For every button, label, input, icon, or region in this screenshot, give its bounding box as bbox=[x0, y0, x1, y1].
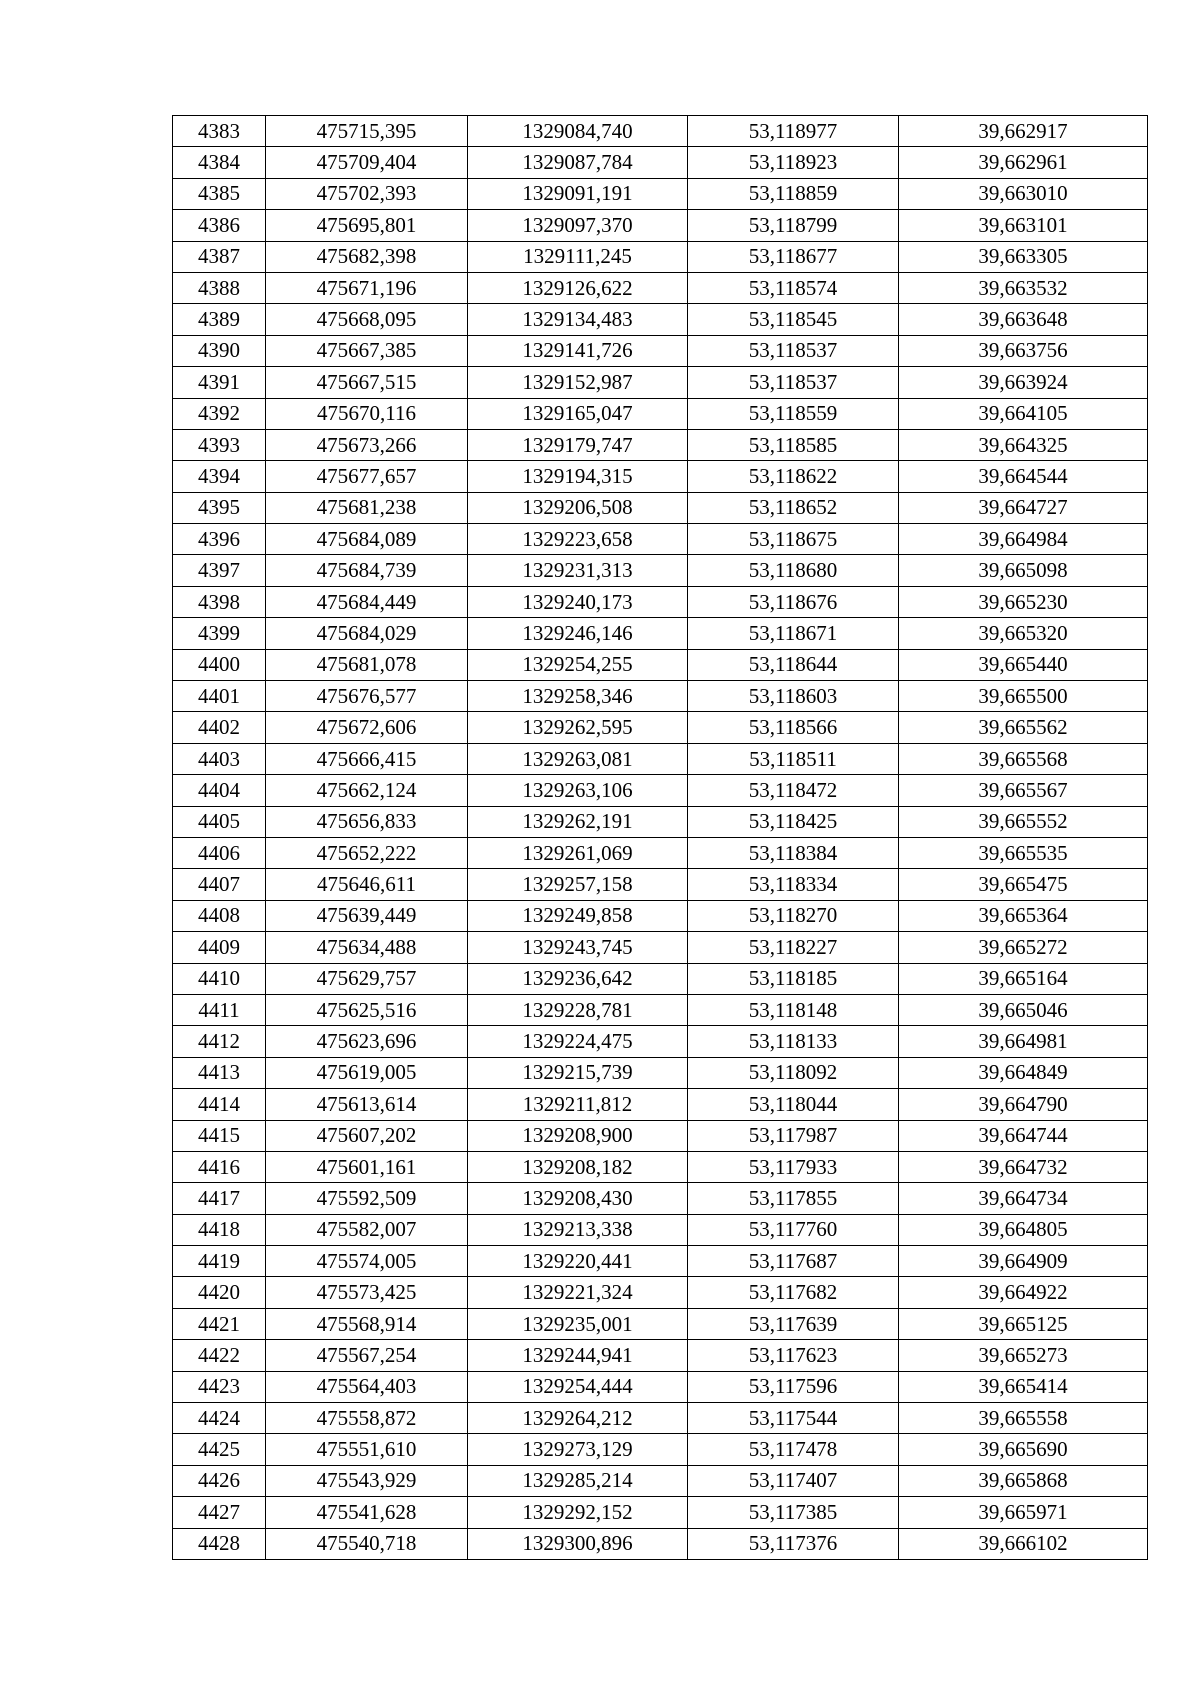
point-number-cell: 4396 bbox=[173, 524, 266, 555]
table-row bbox=[173, 1528, 1148, 1559]
longitude-cell: 39,663532 bbox=[899, 272, 1148, 303]
latitude-cell: 53,118425 bbox=[688, 806, 899, 837]
table-row bbox=[173, 116, 1148, 147]
point-number-cell: 4403 bbox=[173, 743, 266, 774]
table-row bbox=[173, 743, 1148, 774]
table-row bbox=[173, 994, 1148, 1025]
longitude-cell: 39,662917 bbox=[899, 116, 1148, 147]
point-number-cell: 4393 bbox=[173, 429, 266, 460]
point-number-cell: 4426 bbox=[173, 1465, 266, 1496]
longitude-cell: 39,665971 bbox=[899, 1497, 1148, 1528]
latitude-cell: 53,118574 bbox=[688, 272, 899, 303]
point-number-cell: 4398 bbox=[173, 586, 266, 617]
point-number-cell: 4392 bbox=[173, 398, 266, 429]
y-coordinate-cell: 1329254,255 bbox=[468, 649, 688, 680]
latitude-cell: 53,118334 bbox=[688, 869, 899, 900]
y-coordinate-cell: 1329258,346 bbox=[468, 681, 688, 712]
longitude-cell: 39,665273 bbox=[899, 1340, 1148, 1371]
longitude-cell: 39,664544 bbox=[899, 461, 1148, 492]
y-coordinate-cell: 1329231,313 bbox=[468, 555, 688, 586]
longitude-cell: 39,664732 bbox=[899, 1151, 1148, 1182]
point-number-cell: 4397 bbox=[173, 555, 266, 586]
point-number-cell: 4395 bbox=[173, 492, 266, 523]
latitude-cell: 53,117544 bbox=[688, 1403, 899, 1434]
point-number-cell: 4406 bbox=[173, 837, 266, 868]
table-row bbox=[173, 335, 1148, 366]
x-coordinate-cell: 475613,614 bbox=[266, 1089, 468, 1120]
point-number-cell: 4383 bbox=[173, 116, 266, 147]
point-number-cell: 4425 bbox=[173, 1434, 266, 1465]
y-coordinate-cell: 1329213,338 bbox=[468, 1214, 688, 1245]
longitude-cell: 39,665568 bbox=[899, 743, 1148, 774]
table-row bbox=[173, 681, 1148, 712]
longitude-cell: 39,664790 bbox=[899, 1089, 1148, 1120]
latitude-cell: 53,117855 bbox=[688, 1183, 899, 1214]
y-coordinate-cell: 1329285,214 bbox=[468, 1465, 688, 1496]
point-number-cell: 4402 bbox=[173, 712, 266, 743]
latitude-cell: 53,118675 bbox=[688, 524, 899, 555]
point-number-cell: 4399 bbox=[173, 618, 266, 649]
y-coordinate-cell: 1329243,745 bbox=[468, 932, 688, 963]
table-row bbox=[173, 1151, 1148, 1182]
longitude-cell: 39,666102 bbox=[899, 1528, 1148, 1559]
y-coordinate-cell: 1329084,740 bbox=[468, 116, 688, 147]
point-number-cell: 4414 bbox=[173, 1089, 266, 1120]
table-row bbox=[173, 429, 1148, 460]
point-number-cell: 4384 bbox=[173, 147, 266, 178]
x-coordinate-cell: 475543,929 bbox=[266, 1465, 468, 1496]
x-coordinate-cell: 475682,398 bbox=[266, 241, 468, 272]
table-row bbox=[173, 1465, 1148, 1496]
latitude-cell: 53,117687 bbox=[688, 1246, 899, 1277]
table-row bbox=[173, 712, 1148, 743]
y-coordinate-cell: 1329249,858 bbox=[468, 900, 688, 931]
longitude-cell: 39,664984 bbox=[899, 524, 1148, 555]
latitude-cell: 53,118671 bbox=[688, 618, 899, 649]
table-row bbox=[173, 649, 1148, 680]
y-coordinate-cell: 1329263,106 bbox=[468, 775, 688, 806]
table-row bbox=[173, 555, 1148, 586]
longitude-cell: 39,663756 bbox=[899, 335, 1148, 366]
longitude-cell: 39,663924 bbox=[899, 367, 1148, 398]
point-number-cell: 4421 bbox=[173, 1308, 266, 1339]
x-coordinate-cell: 475601,161 bbox=[266, 1151, 468, 1182]
y-coordinate-cell: 1329235,001 bbox=[468, 1308, 688, 1339]
x-coordinate-cell: 475684,089 bbox=[266, 524, 468, 555]
y-coordinate-cell: 1329244,941 bbox=[468, 1340, 688, 1371]
x-coordinate-cell: 475574,005 bbox=[266, 1246, 468, 1277]
table-row bbox=[173, 1120, 1148, 1151]
longitude-cell: 39,664805 bbox=[899, 1214, 1148, 1245]
x-coordinate-cell: 475541,628 bbox=[266, 1497, 468, 1528]
y-coordinate-cell: 1329152,987 bbox=[468, 367, 688, 398]
y-coordinate-cell: 1329179,747 bbox=[468, 429, 688, 460]
longitude-cell: 39,665414 bbox=[899, 1371, 1148, 1402]
table-row bbox=[173, 837, 1148, 868]
point-number-cell: 4416 bbox=[173, 1151, 266, 1182]
latitude-cell: 53,118148 bbox=[688, 994, 899, 1025]
table-row bbox=[173, 147, 1148, 178]
x-coordinate-cell: 475709,404 bbox=[266, 147, 468, 178]
point-number-cell: 4422 bbox=[173, 1340, 266, 1371]
table-row bbox=[173, 1434, 1148, 1465]
y-coordinate-cell: 1329262,191 bbox=[468, 806, 688, 837]
y-coordinate-cell: 1329223,658 bbox=[468, 524, 688, 555]
table-row bbox=[173, 210, 1148, 241]
point-number-cell: 4412 bbox=[173, 1026, 266, 1057]
table-row bbox=[173, 367, 1148, 398]
latitude-cell: 53,118511 bbox=[688, 743, 899, 774]
y-coordinate-cell: 1329261,069 bbox=[468, 837, 688, 868]
longitude-cell: 39,665567 bbox=[899, 775, 1148, 806]
y-coordinate-cell: 1329220,441 bbox=[468, 1246, 688, 1277]
y-coordinate-cell: 1329273,129 bbox=[468, 1434, 688, 1465]
x-coordinate-cell: 475639,449 bbox=[266, 900, 468, 931]
latitude-cell: 53,118270 bbox=[688, 900, 899, 931]
coordinates-table bbox=[172, 115, 1148, 1560]
point-number-cell: 4418 bbox=[173, 1214, 266, 1245]
y-coordinate-cell: 1329126,622 bbox=[468, 272, 688, 303]
latitude-cell: 53,118676 bbox=[688, 586, 899, 617]
x-coordinate-cell: 475646,611 bbox=[266, 869, 468, 900]
x-coordinate-cell: 475629,757 bbox=[266, 963, 468, 994]
longitude-cell: 39,663305 bbox=[899, 241, 1148, 272]
y-coordinate-cell: 1329263,081 bbox=[468, 743, 688, 774]
table-row bbox=[173, 618, 1148, 649]
point-number-cell: 4404 bbox=[173, 775, 266, 806]
x-coordinate-cell: 475540,718 bbox=[266, 1528, 468, 1559]
x-coordinate-cell: 475619,005 bbox=[266, 1057, 468, 1088]
point-number-cell: 4410 bbox=[173, 963, 266, 994]
point-number-cell: 4394 bbox=[173, 461, 266, 492]
latitude-cell: 53,118472 bbox=[688, 775, 899, 806]
table-row bbox=[173, 1183, 1148, 1214]
point-number-cell: 4415 bbox=[173, 1120, 266, 1151]
y-coordinate-cell: 1329236,642 bbox=[468, 963, 688, 994]
table-row bbox=[173, 272, 1148, 303]
y-coordinate-cell: 1329240,173 bbox=[468, 586, 688, 617]
longitude-cell: 39,665098 bbox=[899, 555, 1148, 586]
latitude-cell: 53,118537 bbox=[688, 335, 899, 366]
point-number-cell: 4387 bbox=[173, 241, 266, 272]
x-coordinate-cell: 475551,610 bbox=[266, 1434, 468, 1465]
latitude-cell: 53,117407 bbox=[688, 1465, 899, 1496]
table-row bbox=[173, 1057, 1148, 1088]
x-coordinate-cell: 475684,739 bbox=[266, 555, 468, 586]
x-coordinate-cell: 475564,403 bbox=[266, 1371, 468, 1402]
latitude-cell: 53,118622 bbox=[688, 461, 899, 492]
table-row bbox=[173, 963, 1148, 994]
x-coordinate-cell: 475668,095 bbox=[266, 304, 468, 335]
y-coordinate-cell: 1329208,430 bbox=[468, 1183, 688, 1214]
latitude-cell: 53,118044 bbox=[688, 1089, 899, 1120]
latitude-cell: 53,117760 bbox=[688, 1214, 899, 1245]
table-row bbox=[173, 900, 1148, 931]
longitude-cell: 39,662961 bbox=[899, 147, 1148, 178]
table-row bbox=[173, 1497, 1148, 1528]
longitude-cell: 39,665558 bbox=[899, 1403, 1148, 1434]
y-coordinate-cell: 1329211,812 bbox=[468, 1089, 688, 1120]
y-coordinate-cell: 1329134,483 bbox=[468, 304, 688, 335]
longitude-cell: 39,665320 bbox=[899, 618, 1148, 649]
y-coordinate-cell: 1329208,900 bbox=[468, 1120, 688, 1151]
longitude-cell: 39,664325 bbox=[899, 429, 1148, 460]
longitude-cell: 39,665690 bbox=[899, 1434, 1148, 1465]
latitude-cell: 53,118227 bbox=[688, 932, 899, 963]
latitude-cell: 53,118566 bbox=[688, 712, 899, 743]
x-coordinate-cell: 475672,606 bbox=[266, 712, 468, 743]
latitude-cell: 53,118680 bbox=[688, 555, 899, 586]
table-row bbox=[173, 806, 1148, 837]
longitude-cell: 39,663010 bbox=[899, 178, 1148, 209]
x-coordinate-cell: 475656,833 bbox=[266, 806, 468, 837]
coordinates-table-body bbox=[173, 116, 1148, 1560]
x-coordinate-cell: 475681,078 bbox=[266, 649, 468, 680]
longitude-cell: 39,665535 bbox=[899, 837, 1148, 868]
longitude-cell: 39,664744 bbox=[899, 1120, 1148, 1151]
x-coordinate-cell: 475652,222 bbox=[266, 837, 468, 868]
longitude-cell: 39,663648 bbox=[899, 304, 1148, 335]
point-number-cell: 4417 bbox=[173, 1183, 266, 1214]
longitude-cell: 39,664727 bbox=[899, 492, 1148, 523]
latitude-cell: 53,118923 bbox=[688, 147, 899, 178]
x-coordinate-cell: 475670,116 bbox=[266, 398, 468, 429]
point-number-cell: 4408 bbox=[173, 900, 266, 931]
x-coordinate-cell: 475582,007 bbox=[266, 1214, 468, 1245]
point-number-cell: 4388 bbox=[173, 272, 266, 303]
longitude-cell: 39,664922 bbox=[899, 1277, 1148, 1308]
latitude-cell: 53,117639 bbox=[688, 1308, 899, 1339]
table-row bbox=[173, 461, 1148, 492]
latitude-cell: 53,118799 bbox=[688, 210, 899, 241]
latitude-cell: 53,118677 bbox=[688, 241, 899, 272]
latitude-cell: 53,118977 bbox=[688, 116, 899, 147]
y-coordinate-cell: 1329208,182 bbox=[468, 1151, 688, 1182]
y-coordinate-cell: 1329087,784 bbox=[468, 147, 688, 178]
point-number-cell: 4423 bbox=[173, 1371, 266, 1402]
table-row bbox=[173, 1214, 1148, 1245]
x-coordinate-cell: 475702,393 bbox=[266, 178, 468, 209]
point-number-cell: 4407 bbox=[173, 869, 266, 900]
latitude-cell: 53,118384 bbox=[688, 837, 899, 868]
x-coordinate-cell: 475677,657 bbox=[266, 461, 468, 492]
x-coordinate-cell: 475684,029 bbox=[266, 618, 468, 649]
point-number-cell: 4400 bbox=[173, 649, 266, 680]
latitude-cell: 53,118545 bbox=[688, 304, 899, 335]
point-number-cell: 4405 bbox=[173, 806, 266, 837]
x-coordinate-cell: 475667,385 bbox=[266, 335, 468, 366]
longitude-cell: 39,665272 bbox=[899, 932, 1148, 963]
table-row bbox=[173, 775, 1148, 806]
longitude-cell: 39,664909 bbox=[899, 1246, 1148, 1277]
point-number-cell: 4389 bbox=[173, 304, 266, 335]
y-coordinate-cell: 1329292,152 bbox=[468, 1497, 688, 1528]
latitude-cell: 53,118185 bbox=[688, 963, 899, 994]
table-row bbox=[173, 178, 1148, 209]
x-coordinate-cell: 475684,449 bbox=[266, 586, 468, 617]
point-number-cell: 4427 bbox=[173, 1497, 266, 1528]
y-coordinate-cell: 1329111,245 bbox=[468, 241, 688, 272]
latitude-cell: 53,117376 bbox=[688, 1528, 899, 1559]
x-coordinate-cell: 475592,509 bbox=[266, 1183, 468, 1214]
y-coordinate-cell: 1329215,739 bbox=[468, 1057, 688, 1088]
y-coordinate-cell: 1329091,191 bbox=[468, 178, 688, 209]
x-coordinate-cell: 475623,696 bbox=[266, 1026, 468, 1057]
latitude-cell: 53,117987 bbox=[688, 1120, 899, 1151]
longitude-cell: 39,665364 bbox=[899, 900, 1148, 931]
longitude-cell: 39,665125 bbox=[899, 1308, 1148, 1339]
longitude-cell: 39,664105 bbox=[899, 398, 1148, 429]
latitude-cell: 53,117933 bbox=[688, 1151, 899, 1182]
y-coordinate-cell: 1329257,158 bbox=[468, 869, 688, 900]
table-row bbox=[173, 1089, 1148, 1120]
table-row bbox=[173, 869, 1148, 900]
y-coordinate-cell: 1329254,444 bbox=[468, 1371, 688, 1402]
longitude-cell: 39,665475 bbox=[899, 869, 1148, 900]
y-coordinate-cell: 1329264,212 bbox=[468, 1403, 688, 1434]
latitude-cell: 53,117682 bbox=[688, 1277, 899, 1308]
x-coordinate-cell: 475607,202 bbox=[266, 1120, 468, 1151]
x-coordinate-cell: 475673,266 bbox=[266, 429, 468, 460]
latitude-cell: 53,117623 bbox=[688, 1340, 899, 1371]
point-number-cell: 4391 bbox=[173, 367, 266, 398]
longitude-cell: 39,665868 bbox=[899, 1465, 1148, 1496]
x-coordinate-cell: 475671,196 bbox=[266, 272, 468, 303]
longitude-cell: 39,665230 bbox=[899, 586, 1148, 617]
latitude-cell: 53,117385 bbox=[688, 1497, 899, 1528]
table-row bbox=[173, 1277, 1148, 1308]
y-coordinate-cell: 1329300,896 bbox=[468, 1528, 688, 1559]
table-row bbox=[173, 932, 1148, 963]
x-coordinate-cell: 475662,124 bbox=[266, 775, 468, 806]
y-coordinate-cell: 1329194,315 bbox=[468, 461, 688, 492]
y-coordinate-cell: 1329141,726 bbox=[468, 335, 688, 366]
longitude-cell: 39,665046 bbox=[899, 994, 1148, 1025]
latitude-cell: 53,118537 bbox=[688, 367, 899, 398]
x-coordinate-cell: 475558,872 bbox=[266, 1403, 468, 1434]
x-coordinate-cell: 475667,515 bbox=[266, 367, 468, 398]
point-number-cell: 4401 bbox=[173, 681, 266, 712]
point-number-cell: 4409 bbox=[173, 932, 266, 963]
longitude-cell: 39,664981 bbox=[899, 1026, 1148, 1057]
x-coordinate-cell: 475681,238 bbox=[266, 492, 468, 523]
latitude-cell: 53,118859 bbox=[688, 178, 899, 209]
table-row bbox=[173, 1308, 1148, 1339]
table-row bbox=[173, 1026, 1148, 1057]
latitude-cell: 53,118092 bbox=[688, 1057, 899, 1088]
point-number-cell: 4424 bbox=[173, 1403, 266, 1434]
table-row bbox=[173, 304, 1148, 335]
longitude-cell: 39,664849 bbox=[899, 1057, 1148, 1088]
longitude-cell: 39,665164 bbox=[899, 963, 1148, 994]
longitude-cell: 39,663101 bbox=[899, 210, 1148, 241]
latitude-cell: 53,118585 bbox=[688, 429, 899, 460]
x-coordinate-cell: 475634,488 bbox=[266, 932, 468, 963]
table-row bbox=[173, 241, 1148, 272]
y-coordinate-cell: 1329221,324 bbox=[468, 1277, 688, 1308]
longitude-cell: 39,665562 bbox=[899, 712, 1148, 743]
point-number-cell: 4411 bbox=[173, 994, 266, 1025]
table-row bbox=[173, 586, 1148, 617]
point-number-cell: 4419 bbox=[173, 1246, 266, 1277]
table-row bbox=[173, 398, 1148, 429]
y-coordinate-cell: 1329165,047 bbox=[468, 398, 688, 429]
longitude-cell: 39,665552 bbox=[899, 806, 1148, 837]
point-number-cell: 4420 bbox=[173, 1277, 266, 1308]
y-coordinate-cell: 1329224,475 bbox=[468, 1026, 688, 1057]
x-coordinate-cell: 475695,801 bbox=[266, 210, 468, 241]
table-row bbox=[173, 1340, 1148, 1371]
latitude-cell: 53,117596 bbox=[688, 1371, 899, 1402]
x-coordinate-cell: 475666,415 bbox=[266, 743, 468, 774]
x-coordinate-cell: 475567,254 bbox=[266, 1340, 468, 1371]
latitude-cell: 53,117478 bbox=[688, 1434, 899, 1465]
y-coordinate-cell: 1329097,370 bbox=[468, 210, 688, 241]
point-number-cell: 4390 bbox=[173, 335, 266, 366]
point-number-cell: 4385 bbox=[173, 178, 266, 209]
longitude-cell: 39,665500 bbox=[899, 681, 1148, 712]
point-number-cell: 4386 bbox=[173, 210, 266, 241]
latitude-cell: 53,118603 bbox=[688, 681, 899, 712]
table-row bbox=[173, 1403, 1148, 1434]
longitude-cell: 39,665440 bbox=[899, 649, 1148, 680]
y-coordinate-cell: 1329262,595 bbox=[468, 712, 688, 743]
x-coordinate-cell: 475715,395 bbox=[266, 116, 468, 147]
table-row bbox=[173, 1246, 1148, 1277]
x-coordinate-cell: 475625,516 bbox=[266, 994, 468, 1025]
latitude-cell: 53,118559 bbox=[688, 398, 899, 429]
y-coordinate-cell: 1329246,146 bbox=[468, 618, 688, 649]
latitude-cell: 53,118652 bbox=[688, 492, 899, 523]
table-row bbox=[173, 524, 1148, 555]
x-coordinate-cell: 475568,914 bbox=[266, 1308, 468, 1339]
table-row bbox=[173, 492, 1148, 523]
x-coordinate-cell: 475573,425 bbox=[266, 1277, 468, 1308]
table-row bbox=[173, 1371, 1148, 1402]
x-coordinate-cell: 475676,577 bbox=[266, 681, 468, 712]
latitude-cell: 53,118133 bbox=[688, 1026, 899, 1057]
point-number-cell: 4428 bbox=[173, 1528, 266, 1559]
y-coordinate-cell: 1329228,781 bbox=[468, 994, 688, 1025]
y-coordinate-cell: 1329206,508 bbox=[468, 492, 688, 523]
longitude-cell: 39,664734 bbox=[899, 1183, 1148, 1214]
point-number-cell: 4413 bbox=[173, 1057, 266, 1088]
latitude-cell: 53,118644 bbox=[688, 649, 899, 680]
